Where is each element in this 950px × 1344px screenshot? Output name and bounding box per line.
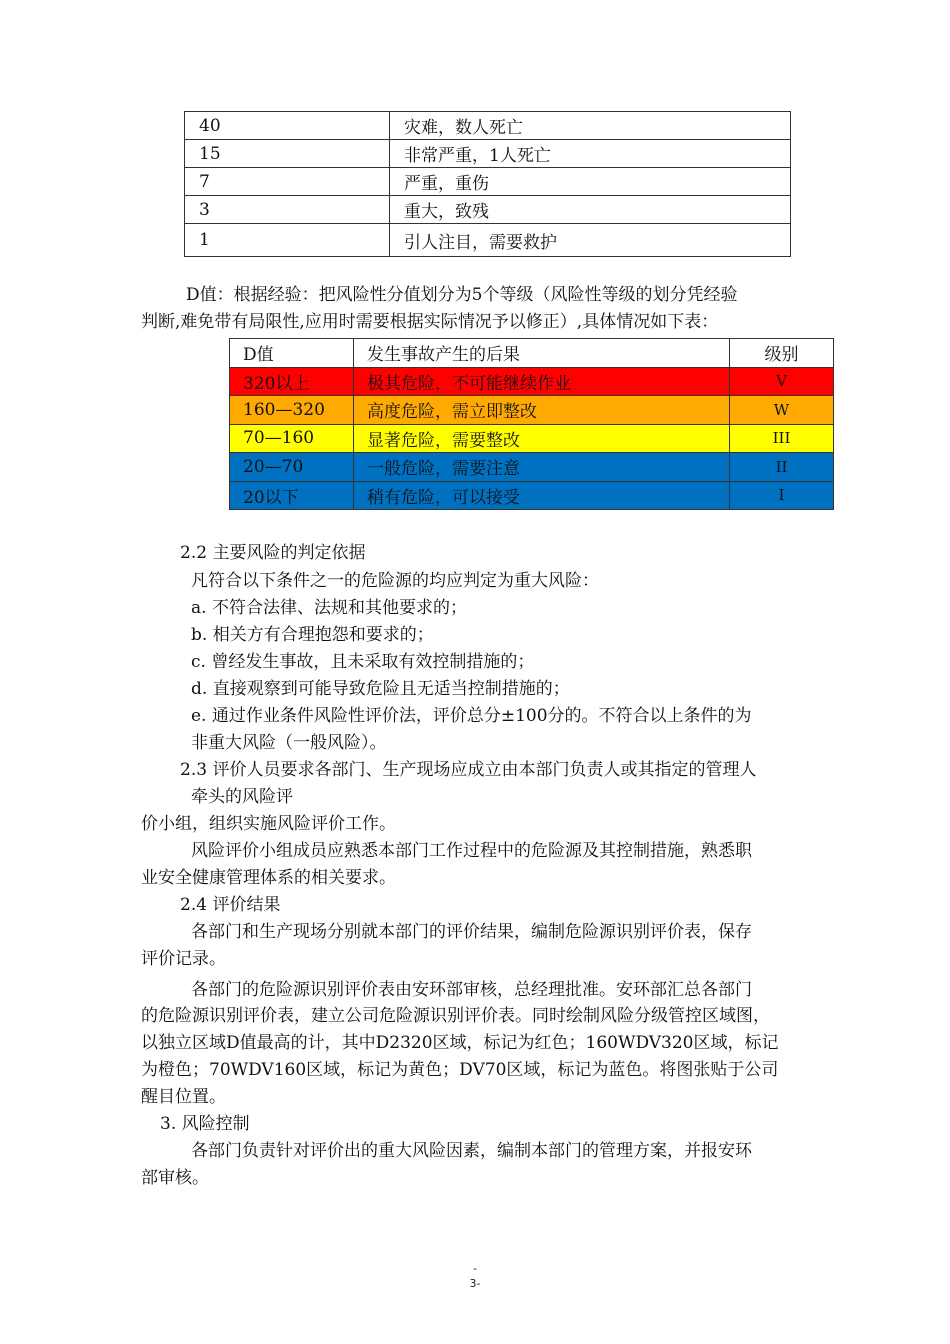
desc-cell: 严重，重伤 — [390, 168, 791, 196]
consequence-cell: 显著危险，需要整改 — [354, 424, 730, 453]
d-intro-line1: D值：根据经验：把风险性分值划分为5个等级（风险性等级的划分凭经验 — [186, 285, 738, 305]
header-consequence: 发生事故产生的后果 — [354, 339, 730, 368]
criterion-a: a. 不符合法律、法规和其他要求的； — [191, 598, 467, 618]
page-number: 3- — [469, 1277, 481, 1290]
section-2-3-line3: 价小组，组织实施风险评价工作。 — [141, 814, 396, 834]
d-cell: 20以下 — [230, 481, 354, 510]
level-cell: W — [730, 396, 834, 425]
consequence-cell: 高度危险，需立即整改 — [354, 396, 730, 425]
level-cell: I — [730, 481, 834, 510]
header-d: D值 — [230, 339, 354, 368]
level-cell: V — [730, 367, 834, 396]
d-cell: 320以上 — [230, 367, 354, 396]
section-2-4-para2-line2: 的危险源识别评价表，建立公司危险源识别评价表。同时绘制风险分级管控区域图， — [141, 1006, 770, 1026]
section-2-3-line1: 2.3 评价人员要求各部门、生产现场应成立由本部门负责人或其指定的管理人 — [180, 760, 757, 780]
risk-row — [230, 481, 834, 510]
section-3-para1-line1: 各部门负责针对评价出的重大风险因素，编制本部门的管理方案，并报安环 — [191, 1141, 752, 1161]
header-level: 级别 — [730, 339, 834, 368]
desc-cell: 非常严重，1人死亡 — [390, 140, 791, 168]
section-2-4-para1-line1: 各部门和生产现场分别就本部门的评价结果，编制危险源识别评价表，保存 — [191, 922, 752, 942]
d-cell: 70—160 — [230, 424, 354, 453]
consequence-cell: 极其危险，不可能继续作业 — [354, 367, 730, 396]
score-cell: 40 — [185, 112, 390, 140]
desc-cell: 重大，致残 — [390, 196, 791, 224]
footer-dash: - — [473, 1262, 477, 1275]
severity-table — [184, 111, 791, 257]
score-cell: 3 — [185, 196, 390, 224]
table-row — [185, 112, 791, 140]
risk-row — [230, 396, 834, 425]
consequence-cell: 稍有危险，可以接受 — [354, 481, 730, 510]
section-2-4-title: 2.4 评价结果 — [180, 895, 281, 915]
criterion-e-line2: 非重大风险（一般风险）。 — [191, 733, 387, 753]
risk-row — [230, 453, 834, 482]
section-2-2-title: 2.2 主要风险的判定依据 — [180, 543, 366, 563]
section-2-4-para2-line1: 各部门的危险源识别评价表由安环部审核，总经理批准。安环部汇总各部门 — [191, 980, 752, 1000]
criterion-e-line1: e. 通过作业条件风险性评价法，评价总分±100分的。不符合以上条件的为 — [191, 706, 752, 726]
section-3-para1-line2: 部审核。 — [141, 1168, 209, 1188]
section-2-3-para2-line2: 业安全健康管理体系的相关要求。 — [141, 868, 396, 888]
desc-cell: 灾难，数人死亡 — [390, 112, 791, 140]
table-row — [185, 140, 791, 168]
risk-row — [230, 424, 834, 453]
score-cell: 1 — [185, 224, 390, 257]
section-2-4-para2-line3: 以独立区域D值最高的计，其中D2320区域，标记为红色；160WDV320区域，标记 — [141, 1033, 779, 1053]
section-2-3-para2-line1: 风险评价小组成员应熟悉本部门工作过程中的危险源及其控制措施，熟悉职 — [191, 841, 752, 861]
d-cell: 160—320 — [230, 396, 354, 425]
score-cell: 15 — [185, 140, 390, 168]
score-cell: 7 — [185, 168, 390, 196]
desc-cell: 引人注目，需要救护 — [390, 224, 791, 257]
table-header-row — [230, 339, 834, 368]
section-2-4-para2-line5: 醒目位置。 — [141, 1087, 226, 1107]
section-2-4-para1-line2: 评价记录。 — [141, 949, 226, 969]
level-cell: II — [730, 453, 834, 482]
criterion-d: d. 直接观察到可能导致危险且无适当控制措施的； — [191, 679, 570, 699]
d-cell: 20—70 — [230, 453, 354, 482]
level-cell: III — [730, 424, 834, 453]
table-row — [185, 196, 791, 224]
criterion-b: b. 相关方有合理抱怨和要求的； — [191, 625, 434, 645]
risk-row — [230, 367, 834, 396]
d-intro-line2: 判断,难免带有局限性,应用时需要根据实际情况予以修正）,具体情况如下表： — [141, 312, 719, 332]
risk-level-table — [229, 338, 834, 510]
section-3-title: 3. 风险控制 — [160, 1114, 250, 1134]
consequence-cell: 一般危险，需要注意 — [354, 453, 730, 482]
table-row — [185, 168, 791, 196]
section-2-4-para2-line4: 为橙色；70WDV160区域，标记为黄色；DV70区域，标记为蓝色。将图张贴于公司 — [141, 1060, 779, 1080]
section-2-2-intro: 凡符合以下条件之一的危险源的均应判定为重大风险： — [191, 571, 599, 591]
table-row — [185, 224, 791, 257]
section-2-3-line2: 牵头的风险评 — [191, 787, 293, 807]
criterion-c: c. 曾经发生事故，且未采取有效控制措施的； — [191, 652, 535, 672]
